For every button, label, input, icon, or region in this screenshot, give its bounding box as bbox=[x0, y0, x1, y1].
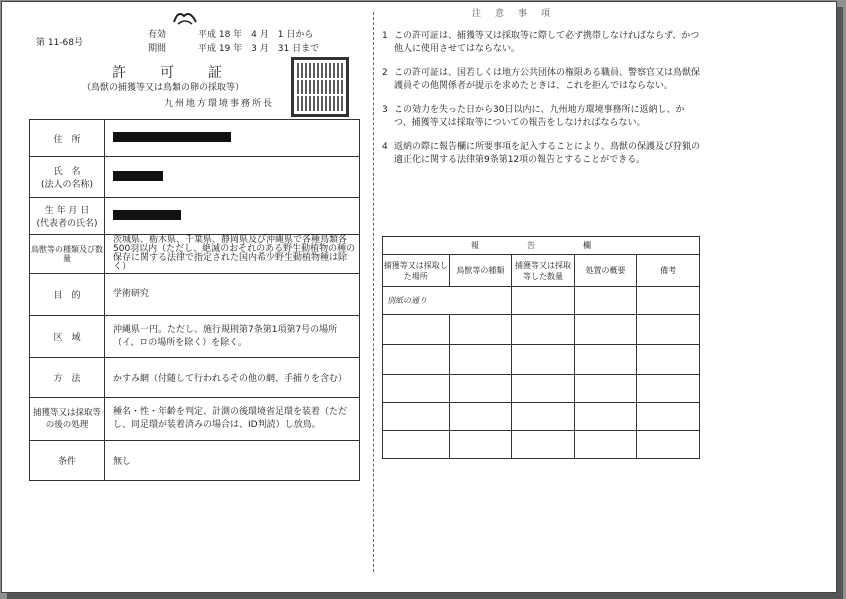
table-row bbox=[383, 315, 700, 345]
table-row bbox=[30, 120, 360, 157]
note-item bbox=[382, 141, 702, 167]
table-row bbox=[383, 345, 700, 375]
table-cell bbox=[383, 375, 450, 403]
table-row bbox=[383, 375, 700, 403]
table-cell bbox=[637, 345, 700, 375]
validity-dates bbox=[198, 28, 319, 56]
table-cell bbox=[449, 315, 512, 345]
redacted-birthdate bbox=[113, 210, 181, 220]
handwritten-entry: 別紙の通り bbox=[383, 287, 512, 315]
table-cell bbox=[574, 375, 637, 403]
species-quantity-value: 茨城県、栃木県、千葉県、静岡県及び沖縄県で各種鳥類各500羽以内（ただし、絶滅のおそれのある野生動植物の種の保存に関する法律で指定された国内希少野生動植物種は除く） bbox=[105, 235, 360, 274]
column-header: 捕獲等又は採取等した数量 bbox=[512, 255, 575, 287]
column-header: 処置の概要 bbox=[574, 255, 637, 287]
issuer-name: 九州地方環境事務所長 bbox=[164, 99, 275, 109]
conditions-value: 無し bbox=[105, 441, 360, 481]
redacted-address bbox=[113, 132, 231, 142]
table-cell bbox=[574, 315, 637, 345]
table-row bbox=[30, 198, 360, 235]
document-subtitle: （鳥獣の捕獲等又は鳥類の卵の採取等） bbox=[82, 83, 245, 93]
table-row bbox=[30, 398, 360, 441]
table-row bbox=[383, 431, 700, 459]
birthdate-value bbox=[105, 198, 360, 235]
post-capture-handling-value: 種名・性・年齢を判定、計測の後環境省足環を装着（ただし、同足環が装着済みの場合は、ID判読）し放鳥。 bbox=[105, 398, 360, 441]
table-cell bbox=[512, 403, 575, 431]
table-cell bbox=[637, 403, 700, 431]
field-label: 条件 bbox=[30, 441, 105, 481]
table-cell bbox=[574, 403, 637, 431]
field-label: 氏 名 (法人の名称) bbox=[30, 157, 105, 198]
field-label: 捕獲等又は採取等の後の処理 bbox=[30, 398, 105, 441]
validity-label-2: 期間 bbox=[148, 44, 167, 54]
table-cell bbox=[637, 315, 700, 345]
validity-label-1: 有効 bbox=[148, 30, 167, 40]
notes-heading: 注意事項 bbox=[472, 9, 565, 19]
table-cell bbox=[574, 345, 637, 375]
table-cell bbox=[574, 287, 637, 315]
document-title: 許 可 証 bbox=[112, 65, 232, 81]
table-cell bbox=[512, 315, 575, 345]
table-cell bbox=[449, 403, 512, 431]
table-row bbox=[30, 157, 360, 198]
report-title: 報 告 欄 bbox=[383, 237, 700, 255]
column-header: 鳥獣等の種類 bbox=[449, 255, 512, 287]
table-cell bbox=[449, 431, 512, 459]
field-label: 住 所 bbox=[30, 120, 105, 157]
note-number: 3 bbox=[382, 105, 388, 115]
note-number: 2 bbox=[382, 68, 388, 78]
table-cell bbox=[383, 315, 450, 345]
table-cell bbox=[383, 345, 450, 375]
field-label: 鳥獣等の種類及び数量 bbox=[30, 235, 105, 274]
table-cell bbox=[637, 375, 700, 403]
table-row bbox=[383, 237, 700, 255]
note-number: 1 bbox=[382, 31, 388, 41]
field-label: 区 域 bbox=[30, 316, 105, 358]
table-cell bbox=[512, 287, 575, 315]
field-label: 生 年 月 日 (代表者の氏名) bbox=[30, 198, 105, 235]
table-cell bbox=[512, 375, 575, 403]
notes-list bbox=[382, 30, 702, 178]
note-item bbox=[382, 30, 702, 56]
validity-label bbox=[148, 28, 166, 56]
area-value: 沖縄県一円。ただし、施行規則第7条第1項第7号の場所（イ、ロの場所を除く）を除く。 bbox=[105, 316, 360, 358]
field-label: 目 的 bbox=[30, 274, 105, 316]
table-row bbox=[30, 358, 360, 398]
table-cell bbox=[383, 431, 450, 459]
redacted-name bbox=[113, 171, 163, 181]
table-row bbox=[30, 274, 360, 316]
table-cell bbox=[383, 403, 450, 431]
name-value bbox=[105, 157, 360, 198]
table-row bbox=[30, 441, 360, 481]
note-text: 返納の際に報告欄に所要事項を記入することにより、鳥獣の保護及び狩猟の適正化に関する法律第9条第12項の報告とすることができる。 bbox=[394, 142, 701, 165]
note-number: 4 bbox=[382, 142, 388, 152]
note-text: この許可証は、国若しくは地方公共団体の権限ある職員、警察官又は鳥獣保護員その他関係者が提示を求めたときは、これを拒んではならない。 bbox=[394, 68, 701, 91]
note-text: この許可証は、捕獲等又は採取等に際して必ず携帯しなければならず、かつ他人に使用させてはならない。 bbox=[394, 31, 700, 54]
table-header-row bbox=[383, 255, 700, 287]
permit-serial-number: 第 11-68号 bbox=[36, 38, 84, 48]
note-text: この効力を失った日から30日以内に、九州地方環境事務所に返納し、かつ、捕獲等又は採取等についての報告をしなければならない。 bbox=[394, 105, 685, 128]
note-item bbox=[382, 67, 702, 93]
top-seal-mark bbox=[172, 8, 198, 26]
address-value bbox=[105, 120, 360, 157]
purpose-value: 学術研究 bbox=[105, 274, 360, 316]
table-cell bbox=[574, 431, 637, 459]
table-row bbox=[383, 403, 700, 431]
table-row bbox=[383, 287, 700, 315]
table-cell bbox=[512, 431, 575, 459]
report-table bbox=[382, 236, 700, 459]
method-value: かすみ網（付随して行われるその他の網、手捕りを含む） bbox=[105, 358, 360, 398]
table-row bbox=[30, 316, 360, 358]
table-cell bbox=[637, 287, 700, 315]
page-fold-divider bbox=[373, 12, 374, 572]
column-header: 捕獲等又は採取した場所 bbox=[383, 255, 450, 287]
column-header: 備考 bbox=[637, 255, 700, 287]
valid-from: 平成 18 年 4 月 1 日から bbox=[198, 30, 314, 40]
table-row bbox=[30, 235, 360, 274]
table-cell bbox=[449, 345, 512, 375]
field-label: 方 法 bbox=[30, 358, 105, 398]
table-cell bbox=[449, 375, 512, 403]
official-seal-stamp bbox=[291, 57, 349, 117]
note-item bbox=[382, 104, 702, 130]
table-cell bbox=[637, 431, 700, 459]
table-cell bbox=[512, 345, 575, 375]
permit-document bbox=[1, 1, 837, 593]
permit-details-table bbox=[29, 119, 360, 481]
valid-to: 平成 19 年 3 月 31 日まで bbox=[198, 44, 320, 54]
